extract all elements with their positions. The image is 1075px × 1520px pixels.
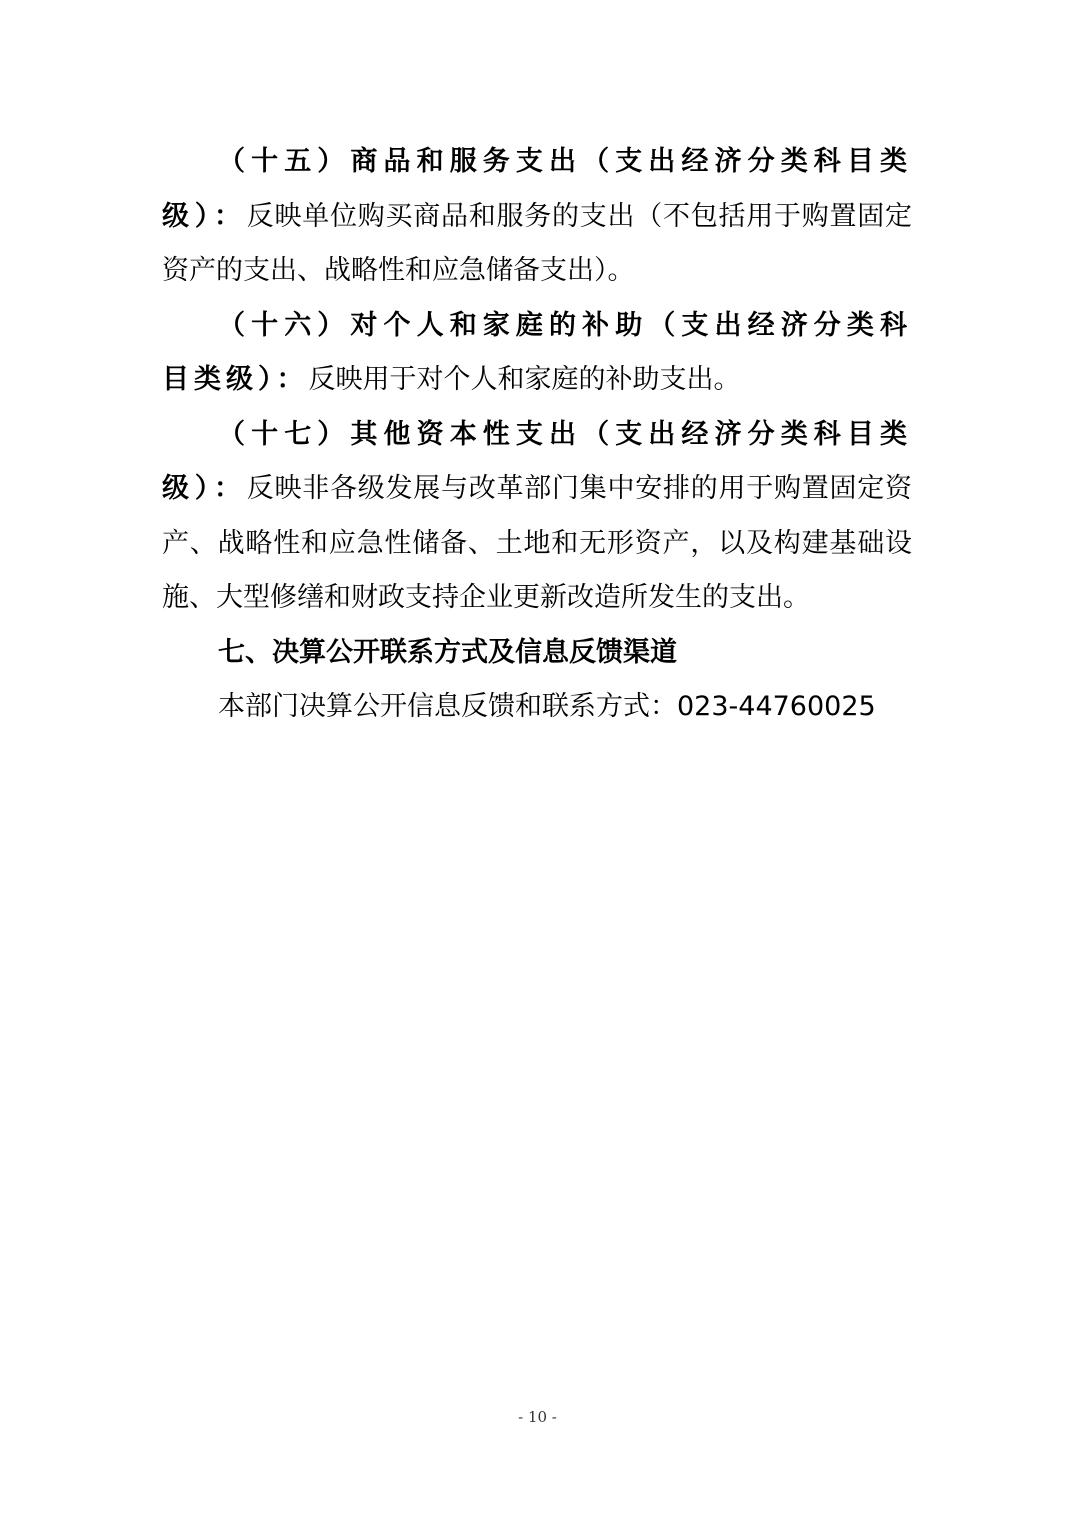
page-content xyxy=(162,135,912,735)
section-heading-contact: 七、决算公开联系方式及信息反馈渠道 xyxy=(218,636,677,668)
term-household-subsidy: （十六）对个人和家庭的补助（支出经济分类科目类级）： xyxy=(162,309,912,395)
desc-other-capital: 反映非各级发展与改革部门集中安排的用于购置固定资产、战略性和应急性储备、土地和无形资产，以及构建基础设施、大型修缮和财政支持企业更新改造所发生的支出。 xyxy=(162,473,912,613)
term-other-capital: （十七）其他资本性支出（支出经济分类科目类级）： xyxy=(162,418,912,504)
page-number: - 10 - xyxy=(518,1408,557,1426)
term-goods-services: （十五）商品和服务支出（支出经济分类科目类级）： xyxy=(162,146,912,232)
paragraph-goods-services xyxy=(162,135,912,299)
paragraph-household-subsidy xyxy=(162,299,912,408)
contact-info: 本部门决算公开信息反馈和联系方式：023-44760025 xyxy=(218,691,876,722)
desc-household-subsidy: 反映用于对个人和家庭的补助支出。 xyxy=(308,364,741,395)
desc-goods-services: 反映单位购买商品和服务的支出（不包括用于购置固定资产的支出、战略性和应急储备支出）。 xyxy=(162,200,912,286)
paragraph-other-capital xyxy=(162,408,912,626)
